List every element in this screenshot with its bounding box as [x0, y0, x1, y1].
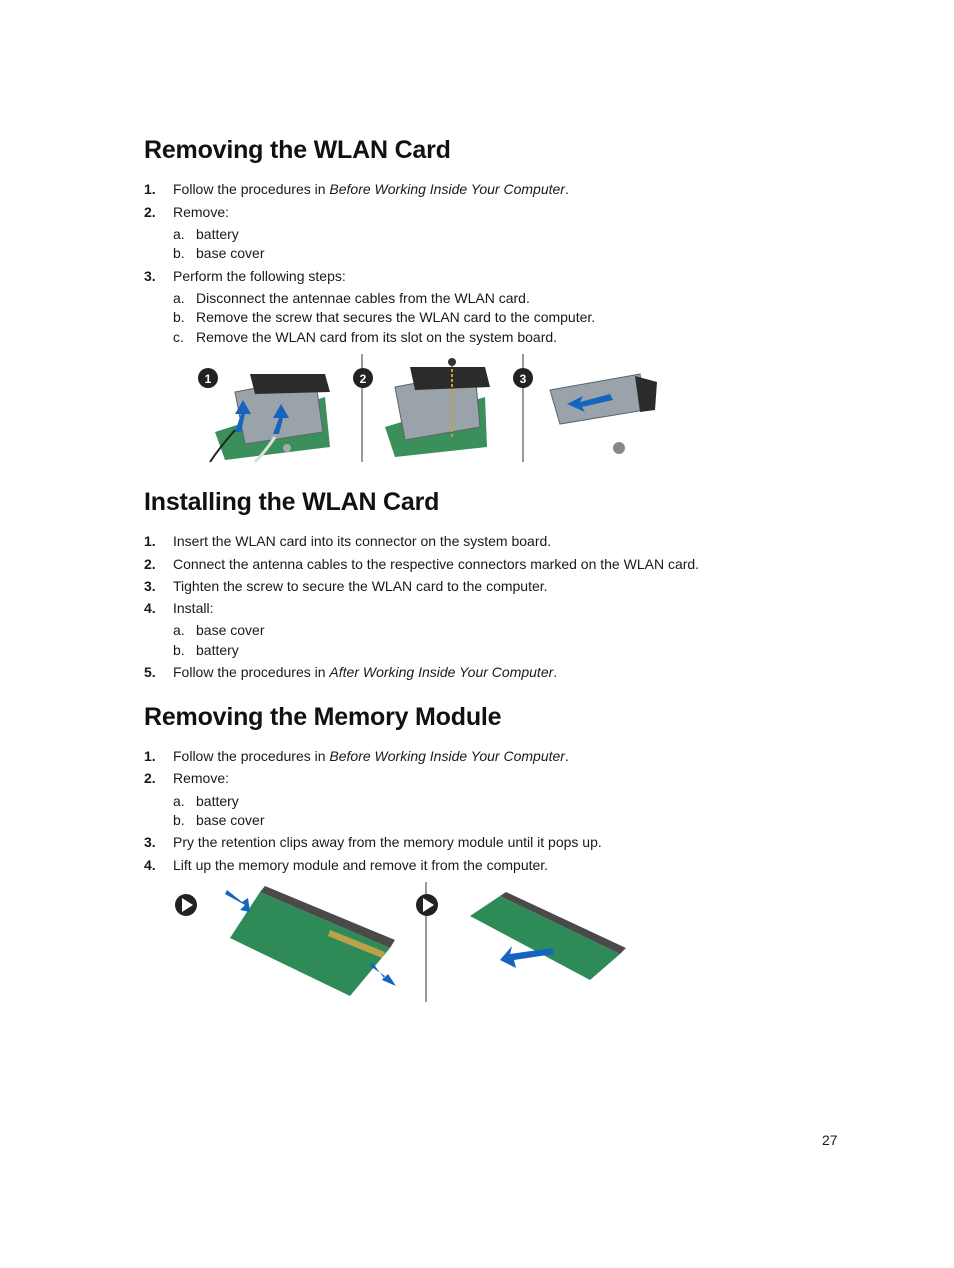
step-text: Remove:: [173, 204, 230, 220]
step-number: 3.: [144, 268, 156, 284]
step-text: Lift up the memory module and remove it from the computer.: [173, 857, 549, 873]
step-number: 5.: [144, 664, 156, 680]
callout-label: 2: [359, 372, 367, 386]
section-title-removing-wlan: Removing the WLAN Card: [144, 136, 451, 164]
step-text: Insert the WLAN card into its connector on the system board.: [173, 533, 552, 549]
section-title-installing-wlan: Installing the WLAN Card: [144, 488, 440, 516]
memory-panel-1: [175, 886, 396, 996]
step-number: 3.: [144, 578, 156, 594]
callout-label: 3: [519, 372, 527, 386]
step-number: 2.: [144, 556, 156, 572]
step-number: 2.: [144, 770, 156, 786]
step-number: 1.: [144, 181, 156, 197]
sub-step: a. battery: [173, 226, 239, 242]
memory-removal-figure: [170, 880, 660, 1004]
step-number: 4.: [144, 600, 156, 616]
step-text: Tighten the screw to secure the WLAN card to the computer.: [173, 578, 548, 594]
step-reference: Before Working Inside Your Computer: [329, 181, 565, 197]
wlan-panel-3: [513, 368, 657, 454]
sub-step: a. base cover: [173, 622, 265, 638]
sub-step: c. Remove the WLAN card from its slot on the system board.: [173, 329, 558, 345]
step-number: 1.: [144, 748, 156, 764]
step-reference: After Working Inside Your Computer: [329, 664, 554, 680]
sub-step: b. base cover: [173, 812, 265, 828]
wlan-removal-figure: [195, 352, 685, 464]
step-number: 1.: [144, 533, 156, 549]
connector-slot: [410, 367, 490, 390]
screw-icon: [448, 358, 456, 366]
screw-hole: [283, 444, 291, 452]
manual-page: Removing the WLAN Card 1. Follow the procedures in Before Working Inside Your Computer. 2. Remove: a. battery b. base cover 3. Perform the following steps: a. Disconnect the antennae cables from the WLAN card. b. Remove the screw that secures the WLAN card to the computer. c. Remove the WLAN card from its slot on the system board. 1 2 3 Installing the WLAN Card 1. Insert the WLAN card into its connector on the system board. 2. Connect the antenna cables to the respective connectors marked on the WLAN card. 3. Tighten the screw to secure the WLAN card to the computer. 4. Install: a. base cover b. battery 5. Follow the procedures in After Working Inside Your Computer. Removing the Memory Module 1. Follow the procedures in Before Working Inside Your Computer. 2. Remove: a. battery b. base cover 3. Pry the retention clips away from the memory module until it pops up. 4. Lift up the memory module and remove it from the computer. 27: [144, 136, 838, 1148]
step-text: Connect the antenna cables to the respective connectors marked on the WLAN card.: [173, 556, 700, 572]
sub-step: a. battery: [173, 793, 239, 809]
wlan-panel-2: [353, 358, 490, 457]
slide-out-arrow: [500, 946, 554, 968]
step-text: Follow the procedures in: [173, 664, 330, 680]
page-number: 27: [822, 1132, 838, 1148]
step-number: 2.: [144, 204, 156, 220]
step-number: 4.: [144, 857, 156, 873]
sub-step: b. Remove the screw that secures the WLAN card to the computer.: [173, 309, 596, 325]
sub-step: b. base cover: [173, 245, 265, 261]
memory-panel-2: [416, 892, 626, 980]
callout-label: 1: [204, 372, 212, 386]
section-title-removing-memory: Removing the Memory Module: [144, 703, 502, 731]
step-text: Follow the procedures in: [173, 181, 330, 197]
step-text: Install:: [173, 600, 214, 616]
sub-step: a. Disconnect the antennae cables from the WLAN card.: [173, 290, 530, 306]
connector-slot: [250, 374, 330, 394]
step-text: Pry the retention clips away from the memory module until it pops up.: [173, 834, 602, 850]
step-text: Remove:: [173, 770, 230, 786]
screw-icon: [613, 442, 625, 454]
step-text: Follow the procedures in: [173, 748, 330, 764]
clip-arrow: [370, 962, 396, 986]
step-text: Perform the following steps:: [173, 268, 346, 284]
clip-arrow: [225, 890, 250, 912]
step-reference: Before Working Inside Your Computer: [329, 748, 565, 764]
sub-step: b. battery: [173, 642, 239, 658]
wlan-panel-1: [198, 368, 330, 462]
step-number: 3.: [144, 834, 156, 850]
